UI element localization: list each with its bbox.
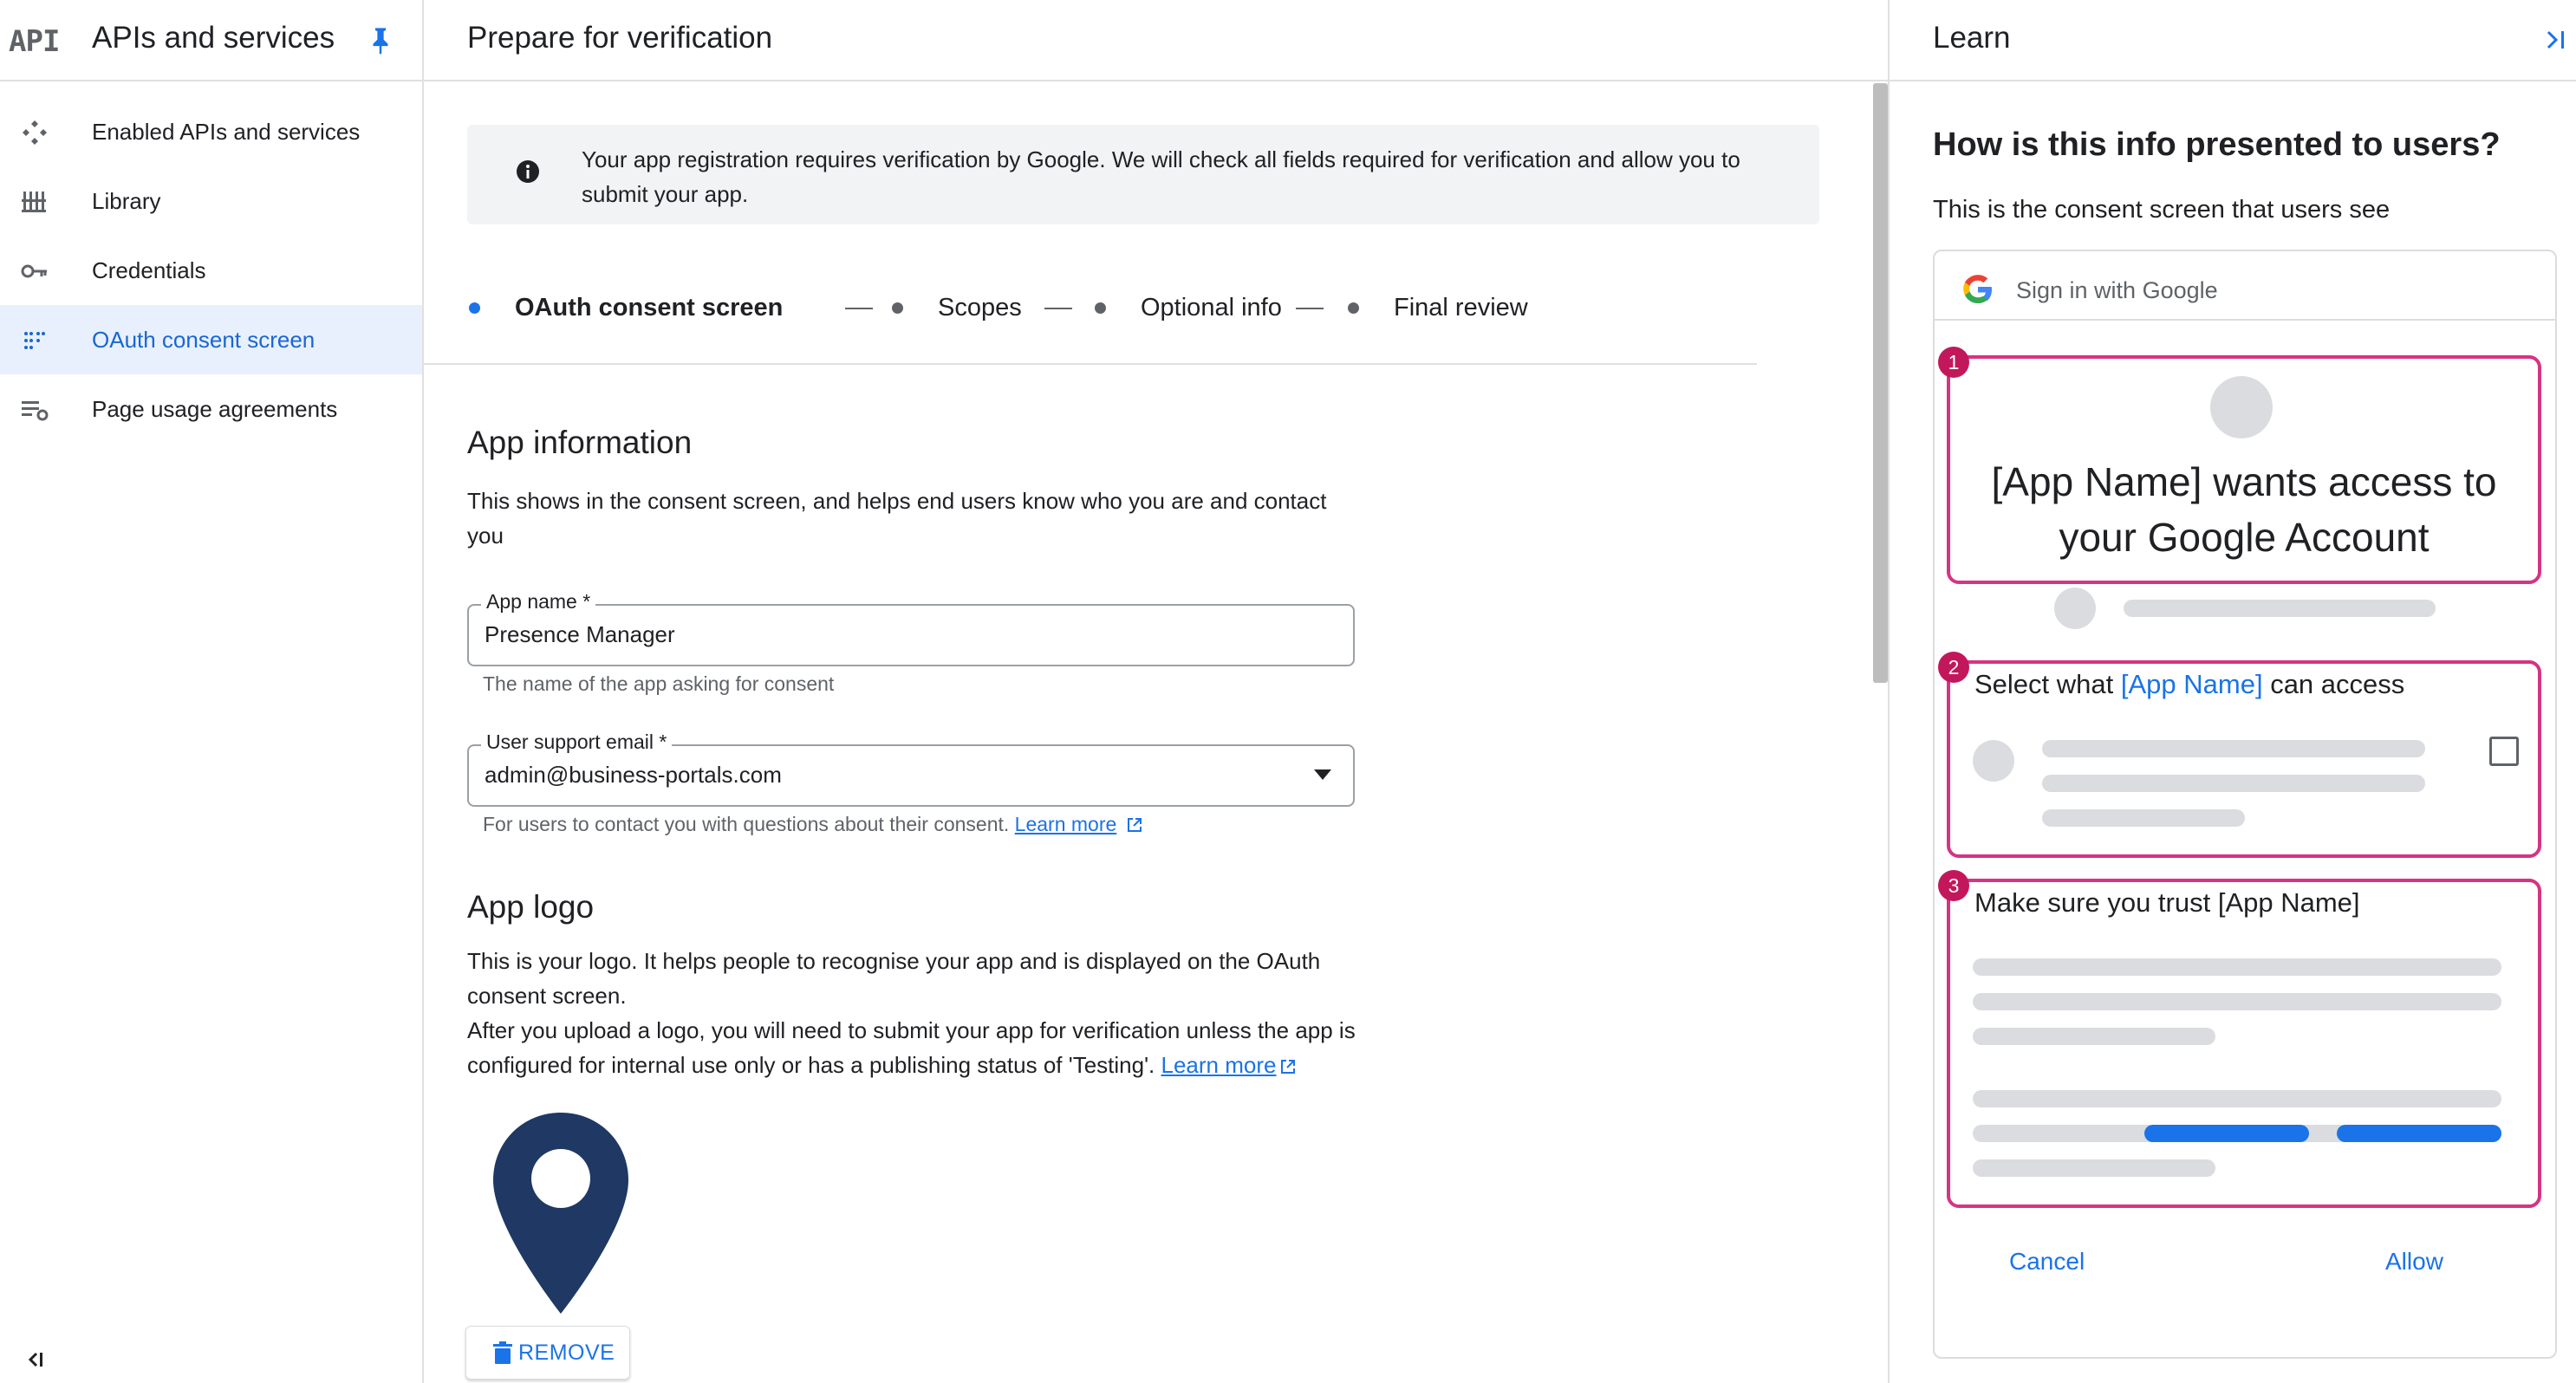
- support-email-helper-text: For users to contact you with questions about their consent.: [483, 813, 1010, 835]
- callout-badge: 1: [1938, 347, 1969, 378]
- sidebar: [0, 0, 424, 1383]
- scope-bar-placeholder: [2042, 775, 2425, 792]
- trust-bar-placeholder: [1973, 1159, 2215, 1177]
- collapse-panel-icon[interactable]: [2541, 24, 2571, 55]
- sidebar-item-label: Enabled APIs and services: [92, 118, 361, 145]
- app-logo-desc-1: This is your logo. It helps people to recognise your app and is displayed on the OAuth consent screen.: [467, 948, 1321, 1009]
- pin-icon[interactable]: [368, 26, 394, 55]
- dropdown-arrow-icon: [1313, 769, 1332, 781]
- key-icon: [19, 256, 50, 287]
- step-connector: [1296, 308, 1324, 309]
- sidebar-nav: [0, 97, 422, 444]
- external-link-icon: [1126, 816, 1143, 834]
- support-email-label: User support email *: [481, 730, 672, 754]
- sidebar-item-label: Credentials: [92, 256, 206, 283]
- step-scopes[interactable]: [892, 286, 1022, 329]
- learn-header: [1890, 0, 2576, 81]
- step-connector: [845, 308, 873, 309]
- stepper: [467, 286, 1854, 329]
- app-logo-desc: [467, 944, 1360, 1082]
- sidebar-item-enabled-apis[interactable]: [0, 97, 422, 166]
- banner-text: Your app registration requires verification by Google. We will check all fields required for verification and allow you to submit your app.: [582, 146, 1740, 207]
- step-label: OAuth consent screen: [515, 293, 784, 321]
- step-label: Scopes: [938, 293, 1022, 321]
- main-header: [424, 0, 1888, 81]
- step-label: Final review: [1394, 293, 1528, 321]
- page-title: Prepare for verification: [467, 21, 773, 55]
- app-info-desc: This shows in the consent screen, and helps end users know who you are and contact you: [467, 488, 1327, 549]
- learn-panel: [1888, 0, 2576, 1383]
- sidebar-item-library[interactable]: [0, 166, 422, 236]
- sidebar-item-label: Library: [92, 187, 161, 214]
- policy-link-placeholder: [2144, 1125, 2309, 1142]
- step-dot: [1095, 302, 1106, 314]
- step-oauth-consent[interactable]: [469, 286, 783, 329]
- trust-bar-placeholder: [1973, 958, 2501, 976]
- main-content: [424, 0, 1888, 1383]
- callout-2-prefix: Select what: [1974, 669, 2121, 699]
- sidebar-item-label: OAuth consent screen: [92, 326, 315, 353]
- support-email-select[interactable]: [467, 730, 1355, 807]
- settings-list-icon: [19, 394, 50, 425]
- callout-3-title: Make sure you trust [App Name]: [1974, 887, 2360, 918]
- app-logo-title: App logo: [467, 889, 595, 925]
- sidebar-header: [0, 0, 422, 81]
- app-name-label: App name *: [481, 590, 595, 614]
- learn-title: Learn: [1933, 21, 2011, 55]
- callout-2-suffix: can access: [2262, 669, 2405, 699]
- scope-bar-placeholder: [2042, 809, 2245, 827]
- step-dot: [1348, 302, 1359, 314]
- oauth-icon: [19, 325, 50, 356]
- library-icon: [19, 186, 50, 218]
- sidebar-item-label: Page usage agreements: [92, 395, 338, 422]
- app-name-value: Presence Manager: [485, 621, 675, 647]
- callout-app-name: [1947, 351, 2541, 584]
- signin-with-google: Sign in with Google: [2016, 277, 2218, 303]
- remove-logo-button[interactable]: [465, 1326, 630, 1380]
- learn-subtitle: This is the consent screen that users see: [1933, 196, 2391, 224]
- step-optional-info[interactable]: [1095, 286, 1282, 329]
- step-dot-active: [469, 302, 480, 314]
- support-email-value: admin@business-portals.com: [485, 762, 782, 788]
- sidebar-item-credentials[interactable]: [0, 236, 422, 305]
- step-connector: [1044, 308, 1072, 309]
- enabled-apis-icon: [19, 117, 50, 148]
- scope-bar-placeholder: [2042, 740, 2425, 757]
- sidebar-item-oauth-consent[interactable]: [0, 305, 422, 374]
- trust-bar-placeholder: [1973, 1028, 2215, 1045]
- app-logo-desc-2-text: After you upload a logo, you will need to submit your app for verification unless the app is configured for internal use only or has a publishing status of 'Testing'.: [467, 1017, 1356, 1078]
- preview-cancel-button: Cancel: [2009, 1248, 2085, 1275]
- step-label: Optional info: [1141, 293, 1282, 321]
- trust-bar-placeholder: [1973, 993, 2501, 1010]
- google-icon: [1961, 272, 1995, 307]
- divider: [424, 363, 1757, 365]
- external-link-icon: [1279, 1058, 1297, 1075]
- callout-2-title: [1974, 669, 2404, 700]
- step-final-review[interactable]: [1348, 286, 1528, 329]
- step-dot: [892, 302, 903, 314]
- app-logo-desc-2: [467, 1013, 1360, 1082]
- preview-header: [1935, 251, 2555, 321]
- callout-badge: 2: [1938, 652, 1969, 683]
- callout-trust: [1947, 874, 2541, 1208]
- callout-2-app: [App Name]: [2120, 669, 2263, 699]
- account-bar-placeholder: [2124, 600, 2436, 617]
- remove-label: REMOVE: [518, 1340, 615, 1365]
- trash-icon: [492, 1341, 513, 1365]
- app-name-field[interactable]: [467, 590, 1355, 666]
- info-icon: [514, 158, 542, 185]
- api-logo: API: [9, 24, 60, 59]
- verification-banner: [467, 125, 1819, 224]
- consent-preview: [1933, 250, 2557, 1359]
- callout-badge: 3: [1938, 870, 1969, 901]
- sidebar-title: APIs and services: [92, 21, 335, 55]
- sidebar-item-page-usage[interactable]: [0, 374, 422, 444]
- learn-more-link[interactable]: Learn more: [1161, 1052, 1277, 1078]
- app-info-title: App information: [467, 425, 693, 460]
- collapse-sidebar-icon[interactable]: [23, 1347, 49, 1373]
- app-logo-image: [491, 1111, 630, 1315]
- callout-scopes: [1947, 656, 2541, 858]
- app-name-helper: The name of the app asking for consent: [483, 672, 835, 695]
- scrollbar[interactable]: [1873, 83, 1888, 683]
- learn-more-link[interactable]: Learn more: [1014, 813, 1117, 835]
- scope-checkbox: [2489, 737, 2519, 766]
- learn-question: How is this info presented to users?: [1933, 127, 2501, 163]
- trust-bar-placeholder: [1973, 1090, 2501, 1107]
- callout-1-title: [App Name] wants access to your Google Account: [1991, 459, 2497, 560]
- terms-link-placeholder: [2337, 1125, 2501, 1142]
- support-email-helper: [483, 813, 1143, 836]
- scope-icon-placeholder: [1973, 740, 2014, 782]
- account-avatar-placeholder: [2054, 588, 2096, 629]
- avatar-placeholder: [2210, 376, 2273, 438]
- preview-allow-button: Allow: [2385, 1248, 2443, 1275]
